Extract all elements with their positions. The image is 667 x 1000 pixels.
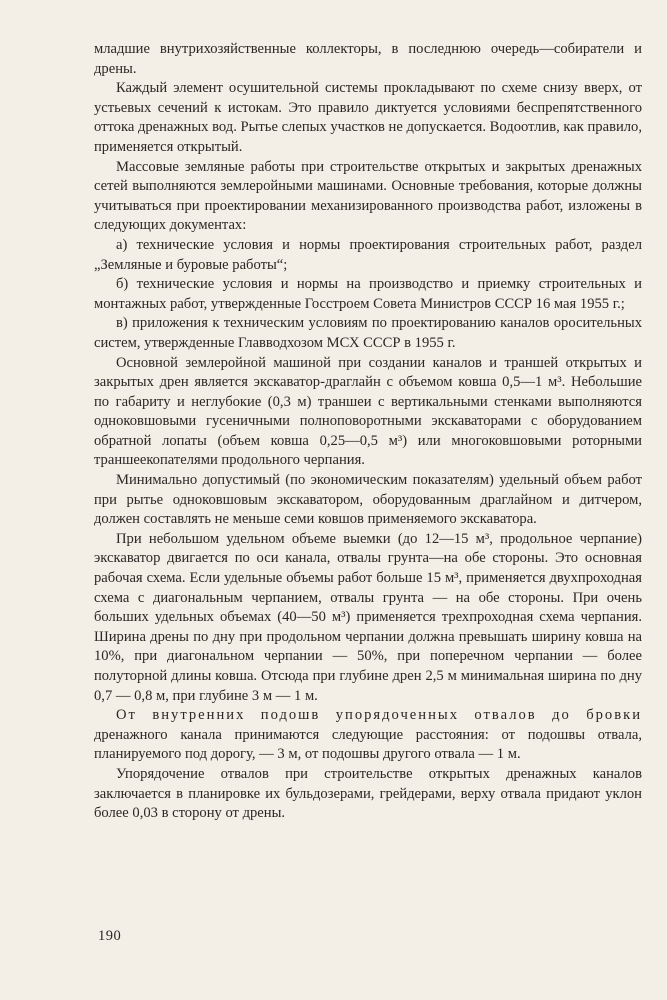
paragraph-9: При небольшом удельном объеме выемки (до 12—15 м³, продольное черпание) экскаватор двигается по оси канала, отвалы грунта—на обе стороны. Это основная рабочая схема. Если удельные объемы работ больше 15 м³, применяется двухпроходная схема с диагональным черпанием, отвалы грунта — на обе стороны. При очень больших удельных объемах (40—50 м³) применяется трехпроходная схема черпания. Ширина дрены по дну при продольном черпании должна превышать ширину ковша на 10%, при диагональном черпании — 50%, при поперечном черпании — более полуторной длины ковша. Отсюда при глубине дрен 2,5 м минимальная ширина по дну 0,7 — 0,8 м, при глубине 3 м — 1 м. (94, 530, 642, 704)
page-number: 190 (98, 928, 122, 944)
paragraph-8: Минимально допустимый (по экономическим показателям) удельный объем работ при рытье одноковшовым экскаватором, оборудованным драглайном и дитчером, должен составлять не меньше семи ковшов применяемого экскаватора. (94, 472, 642, 528)
paragraph-2: Каждый элемент осушительной системы прокладывают по схеме снизу вверх, от устьевых сечений к истокам. Это правило диктуется условиями беспрепятственного оттока дренажных вод. Рытье слепых участков не допускается. Водоотлив, как правило, применяется открытый. (94, 80, 642, 155)
paragraph-7: Основной землеройной машиной при создании каналов и траншей открытых и закрытых дрен является экскаватор-драглайн с объемом ковша 0,5—1 м³. Небольшие по габариту и неглубокие (0,3 м) траншеи с вертикальными стенками выполняются одноковшовыми гусеничными полноповоротными экскаваторами с оборудованием обратной лопаты (объем ковша 0,25—0,5 м³) или многоковшовыми роторными траншеекопателями продольного черпания. (94, 354, 642, 469)
paragraph-6: в) приложения к техническим условиям по проектированию каналов оросительных систем, утвержденные Главводхозом МСХ СССР в 1955 г. (94, 315, 642, 351)
paragraph-5: б) технические условия и нормы на производство и приемку строительных и монтажных работ, утвержденные Госстроем Совета Министров СССР 16 мая 1955 г.; (94, 276, 642, 312)
spaced-emphasis-text: От внутренних подошв упорядоченных отвалов до бровки (116, 707, 642, 724)
paragraph-3: Массовые земляные работы при строительстве открытых и закрытых дренажных сетей выполняются землеройными машинами. Основные требования, которые должны учитываться при проектировании механизированного производства работ, изложены в следующих документах: (94, 158, 642, 234)
paragraph-4: а) технические условия и нормы проектирования строительных работ, раздел „Земляные и буровые работы“; (94, 236, 642, 273)
paragraph-1: младшие внутрихозяйственные коллекторы, в последнюю очередь—собиратели и дрены. (94, 41, 642, 77)
paragraph-10-rest: дренажного канала принимаются следующие расстояния: от подошвы отвала, планируемого под дорогу, — 3 м, от подошвы другого отвала — 1 м. (94, 726, 642, 763)
body-text (94, 40, 642, 824)
paragraph-10 (94, 706, 642, 765)
paragraph-11: Упорядочение отвалов при строительстве открытых дренажных каналов заключается в планировке их бульдозерами, грейдерами, верху отвала придают уклон более 0,03 в сторону от дрены. (94, 765, 642, 822)
